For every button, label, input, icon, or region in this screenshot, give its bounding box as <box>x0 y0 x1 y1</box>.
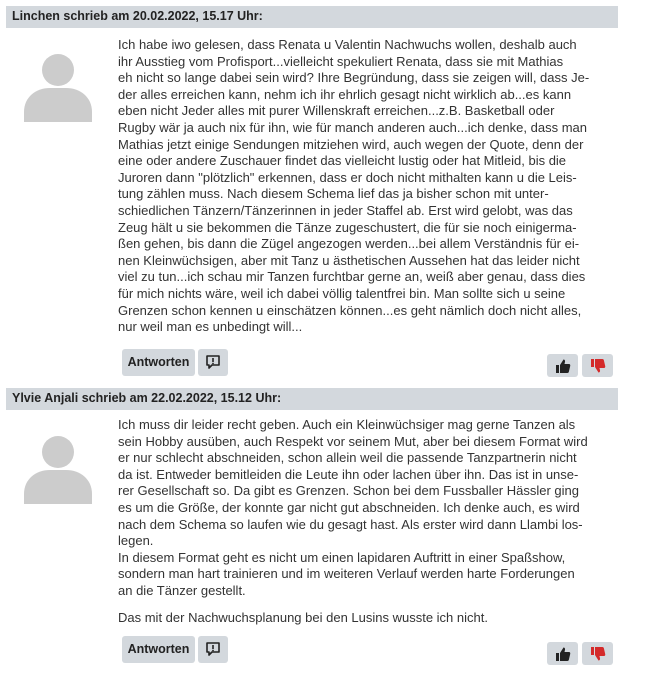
dislike-button[interactable] <box>582 642 613 665</box>
text-line: ßen gehen, bis dann die Zügel angezogen werden...bei allem Verständnis für ei- <box>118 236 580 252</box>
comment-actions <box>122 349 228 376</box>
comment-text <box>118 37 618 336</box>
text-line: schiedlichen Tänzern/Tänzerinnen in jeder Staffel ab. Erst wird gelobt, was das <box>118 202 573 218</box>
comment-actions <box>122 636 228 663</box>
thumbs-down-icon <box>590 646 606 662</box>
text-line: für mich nichts wäre, weil ich dabei völlig talentfrei bin. Man sollte sich u seine <box>118 285 566 301</box>
thumbs-up-icon <box>555 358 571 374</box>
paragraph-gap <box>118 600 618 610</box>
text-line: sein Hobby ausüben, auch Respekt vor seinem Mut, aber bei diesem Format wird <box>118 433 588 449</box>
text-line: nach dem Schema so laufen wie du gesagt hast. Als erster wird dann Llambi los- <box>118 516 583 532</box>
speech-bubble-exclamation-icon <box>205 354 221 370</box>
text-line: Das mit der Nachwuchsplanung bei den Lusins wusste ich nicht. <box>118 609 488 625</box>
text-line: eh nicht so lange dabei sein wird? Ihre Begründung, dass sie zeigen will, dass Je- <box>118 70 590 86</box>
thumbs-up-icon <box>555 646 571 662</box>
comment-2 <box>6 388 618 656</box>
comment-text <box>118 417 618 626</box>
text-line: Grenzen schon kennen u einschätzen können...es geht nämlich doch nicht alles, <box>118 302 582 318</box>
text-line: eine oder andere Zuschauer findet das vielleicht lustig oder hat Mitleid, bis die <box>118 153 567 169</box>
text-line: rer Gesellschaft so. Da gibt es Grenzen. Schon bei dem Fussballer Hässler ging <box>118 483 579 499</box>
like-button[interactable] <box>547 642 578 665</box>
text-line: Ich muss dir leider recht geben. Auch ein Kleinwüchsiger mag gerne Tanzen als <box>118 417 576 432</box>
text-line: Zeug hält u sie bekommen die Tänze zugeschustert, die für sie noch einigerma- <box>118 219 577 235</box>
text-line: der alles erreichen kann, nehm ich ihr ehrlich gesagt nicht wirklich ab...es kann <box>118 86 572 102</box>
text-line: Ich habe iwo gelesen, dass Renata u Valentin Nachwuchs wollen, deshalb auch <box>118 37 577 52</box>
text-line: viel zu tun...ich schau mir Tanzen furchtbar gerne an, weiß aber genau, dass dies <box>118 269 586 285</box>
text-line: Juroren dann "plötzlich" erkennen, dass er doch nicht mithalten kann u die Leis- <box>118 169 577 185</box>
avatar-icon <box>22 50 94 122</box>
comment-header: Linchen schrieb am 20.02.2022, 15.17 Uhr: <box>6 6 618 28</box>
text-line: er nur schlecht abschneiden, schon allein weil die passende Tanzpartnerin nicht <box>118 450 577 466</box>
text-line: legen. <box>118 533 154 549</box>
vote-buttons <box>547 642 617 665</box>
reply-button[interactable]: Antworten <box>122 636 195 663</box>
vote-buttons <box>547 354 617 377</box>
dislike-button[interactable] <box>582 354 613 377</box>
comment-header: Ylvie Anjali schrieb am 22.02.2022, 15.12 Uhr: <box>6 388 618 410</box>
text-line: eben nicht Jeder alles mit purer Willenskraft erreichen...z.B. Basketball oder <box>118 103 555 119</box>
like-button[interactable] <box>547 354 578 377</box>
text-line: Rugby wär ja auch nix für ihn, wie für manch anderen auch...ich denke, dass man <box>118 119 587 135</box>
text-line: tung zählen muss. Nach diesem Schema lief das ja bisher schon mit unter- <box>118 186 549 202</box>
text-line: ihr Ausstieg vom Profisport...vielleicht spekuliert Renata, dass sie mit Mathias <box>118 53 564 69</box>
text-line: In diesem Format geht es nicht um einen lapidaren Auftritt in einer Spaßshow, <box>118 549 566 565</box>
text-line: es um die Größe, der konnte gar nicht gut abschneiden. Ich denke auch, es wird <box>118 499 580 515</box>
avatar-icon <box>22 432 94 504</box>
text-line: sondern man hart trainieren und im weiteren Verlauf werden harte Forderungen <box>118 566 575 582</box>
text-line: Mathias jetzt einige Sendungen mitziehen wird, auch wegen der Quote, denn der <box>118 136 584 152</box>
report-button[interactable] <box>198 636 228 663</box>
comment-1 <box>6 6 618 369</box>
report-button[interactable] <box>198 349 228 376</box>
reply-button[interactable]: Antworten <box>122 349 195 376</box>
text-line: da ist. Entweder bemitleiden die Leute ihn oder lachen über ihn. Das ist in unse- <box>118 466 579 482</box>
thumbs-down-icon <box>590 358 606 374</box>
text-line: nur weil man es unbedingt will... <box>118 319 303 335</box>
text-line: an die Tänzer gestellt. <box>118 582 246 598</box>
text-line: nen Kleinwüchsigen, aber mit Tanz u ästhetischen Aussehen hat das leider nicht <box>118 252 580 268</box>
speech-bubble-exclamation-icon <box>205 641 221 657</box>
